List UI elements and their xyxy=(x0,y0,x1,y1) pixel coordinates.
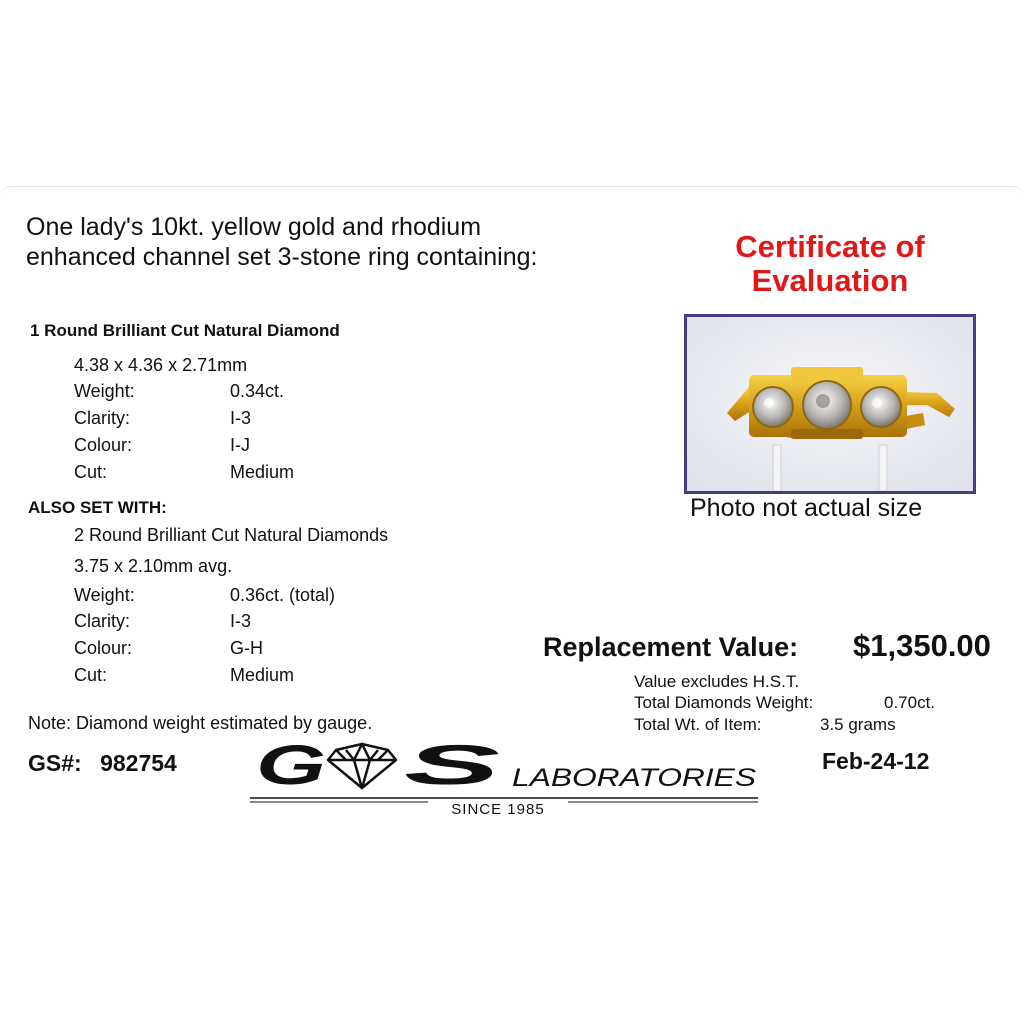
gs-number-value: 982754 xyxy=(100,750,177,776)
photo-caption: Photo not actual size xyxy=(690,494,923,522)
diamond-icon xyxy=(328,744,396,788)
side-colour-label: Colour: xyxy=(74,638,133,658)
gs-number-label: GS#: xyxy=(28,750,82,776)
main-colour-value: I-J xyxy=(230,435,250,455)
main-stone-dimensions: 4.38 x 4.36 x 2.71mm xyxy=(74,355,248,375)
tax-note: Value excludes H.S.T. xyxy=(634,672,800,691)
logo-letter-g: G xyxy=(256,738,326,796)
side-clarity-value: I-3 xyxy=(230,611,252,631)
also-set-with-heading: ALSO SET WITH: xyxy=(28,498,167,517)
total-diamonds-weight-value: 0.70ct. xyxy=(884,693,936,712)
total-item-weight-value: 3.5 grams xyxy=(820,715,896,734)
side-clarity-label: Clarity: xyxy=(74,611,131,631)
weight-estimate-note: Note: Diamond weight estimated by gauge. xyxy=(28,713,373,733)
side-cut-label: Cut: xyxy=(74,665,108,685)
main-weight-label: Weight: xyxy=(74,381,135,401)
logo-since-1985: SINCE 1985 xyxy=(451,801,545,818)
main-colour-label: Colour: xyxy=(74,435,133,455)
ring-photo-illustration xyxy=(687,317,973,491)
certificate-date: Feb-24-12 xyxy=(822,748,930,774)
ring-photo xyxy=(684,314,976,494)
gs-number xyxy=(28,750,177,777)
main-cut-label: Cut: xyxy=(74,462,108,482)
side-weight-value: 0.36ct. (total) xyxy=(230,585,336,605)
gs-laboratories-logo xyxy=(250,738,760,822)
description-line-2: enhanced channel set 3-stone ring containing: xyxy=(26,243,538,271)
logo-mark xyxy=(250,738,760,822)
main-weight-value: 0.34ct. xyxy=(230,381,285,401)
logo-word-laboratories: LABORATORIES xyxy=(512,764,757,792)
replacement-value-amount: $1,350.00 xyxy=(853,628,991,663)
total-diamonds-weight-label: Total Diamonds Weight: xyxy=(634,693,814,712)
replacement-value-label: Replacement Value: xyxy=(543,632,799,662)
main-cut-value: Medium xyxy=(230,462,295,482)
total-item-weight-label: Total Wt. of Item: xyxy=(634,715,762,734)
card-edge xyxy=(0,186,1024,197)
certificate-title xyxy=(680,230,980,298)
main-clarity-value: I-3 xyxy=(230,408,252,428)
side-weight-label: Weight: xyxy=(74,585,135,605)
logo-letter-s: S xyxy=(404,738,500,796)
certificate-title-line-2: Evaluation xyxy=(751,263,909,298)
side-cut-value: Medium xyxy=(230,665,295,685)
side-colour-value: G-H xyxy=(230,638,263,658)
main-clarity-label: Clarity: xyxy=(74,408,131,428)
certificate-title-line-1: Certificate of xyxy=(735,229,925,264)
description-line-1: One lady's 10kt. yellow gold and rhodium xyxy=(26,213,482,241)
side-stones-dimensions: 3.75 x 2.10mm avg. xyxy=(74,556,233,576)
side-stones-description: 2 Round Brilliant Cut Natural Diamonds xyxy=(74,525,389,545)
main-stone-heading: 1 Round Brilliant Cut Natural Diamond xyxy=(30,321,340,340)
ring-description xyxy=(26,212,537,272)
